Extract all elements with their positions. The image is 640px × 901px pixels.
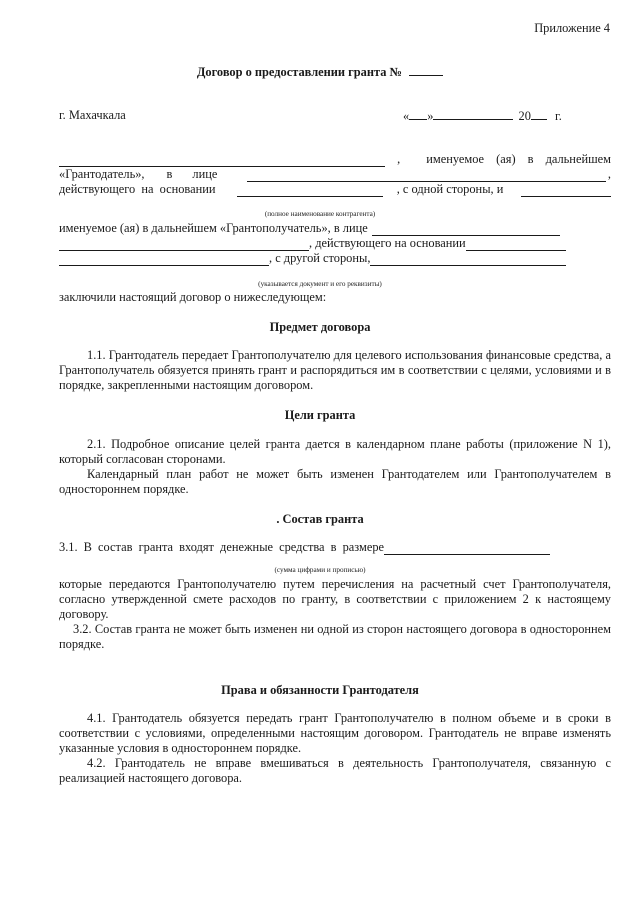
section4-paragraph-1: 4.1. Грантодатель обязуется передать грант Грантополучателю в полном объеме и в сроки в соответствии с условиями, определенными настоящим договором. Грантодатель не вправе изменять указанные условия в одностороннем порядке. (59, 711, 611, 755)
section2-paragraph-1: 2.1. Подробное описание целей гранта дается в календарном плане работы (приложение N 1), который согласован сторонами. (59, 437, 611, 466)
section3-heading: . Состав гранта (276, 512, 364, 526)
day-blank (409, 108, 427, 120)
grantee-line-2: , действующего на основании (59, 236, 611, 251)
caption-sum: (сумма цифрами и прописью) (274, 566, 366, 574)
section4-heading: Права и обязанности Грантодателя (221, 683, 419, 697)
document-title-text: Договор о предоставлении гранта № (196, 65, 402, 79)
grantee-line-1: именуемое (ая) в дальнейшем «Грантополучатель», в лице (59, 221, 611, 236)
year-blank (531, 108, 547, 120)
document-title (0, 64, 640, 80)
grantee-basis-blank-2 (59, 254, 269, 266)
grant-amount-blank (384, 543, 550, 555)
section1-heading: Предмет договора (269, 320, 371, 334)
grantor-rep-blank (247, 170, 606, 182)
city-label: г. Махачкала (59, 108, 126, 122)
contract-number-blank (409, 64, 443, 76)
section2-heading: Цели гранта (284, 408, 356, 422)
grantor-line-2: «Грантодатель», в лице , (59, 167, 611, 181)
grantee-name-blank (521, 185, 611, 197)
section2-paragraph-2: Календарный план работ не может быть изменен Грантодателем или Грантополучателем в одностороннем порядке. (59, 467, 611, 496)
section3-paragraph-1-cont: которые передаются Грантополучателю путем перечисления на расчетный счет Грантополучателя, согласно утвержденной смете расходов по гранту, в соответствии с приложением 2 к настоящему договору. (59, 577, 611, 621)
section3-paragraph-1-start: 3.1. В состав гранта входят денежные средства в размере (59, 540, 611, 555)
contract-date: « » 20 г. (403, 109, 562, 123)
caption-document: (указывается документ и его реквизиты) (258, 280, 382, 288)
section1-paragraph-1: 1.1. Грантодатель передает Грантополучателю для целевого использования финансовые средства, а Грантополучатель обязуется принять грант и распорядиться им в соответствии с целями, условиями и в порядке, закрепленными настоящим договором. (59, 348, 611, 392)
month-blank (433, 108, 513, 120)
caption-contractor: (полное наименование контрагента) (264, 210, 376, 218)
grantor-line-3: действующего на основании , с одной стороны, и (59, 182, 611, 197)
grantee-extra-blank (370, 254, 566, 266)
grantee-basis-blank (466, 239, 566, 251)
grantee-rep-blank (372, 224, 560, 236)
section3-paragraph-2: 3.2. Состав гранта не может быть изменен ни одной из сторон настоящего договора в одностороннем порядке. (59, 622, 611, 651)
concluded-line: заключили настоящий договор о нижеследующем: (59, 290, 327, 304)
grantor-name-blank (59, 155, 385, 167)
grantee-rep-blank-2 (59, 239, 309, 251)
grantee-line-3: , с другой стороны, (59, 251, 611, 266)
grantor-basis-blank (237, 185, 383, 197)
appendix-label: Приложение 4 (534, 21, 610, 35)
grantor-line-1: , именуемое (ая) в дальнейшем (59, 152, 611, 167)
section4-paragraph-2: 4.2. Грантодатель не вправе вмешиваться в деятельность Грантополучателя, связанную с реализацией настоящего договора. (59, 756, 611, 785)
